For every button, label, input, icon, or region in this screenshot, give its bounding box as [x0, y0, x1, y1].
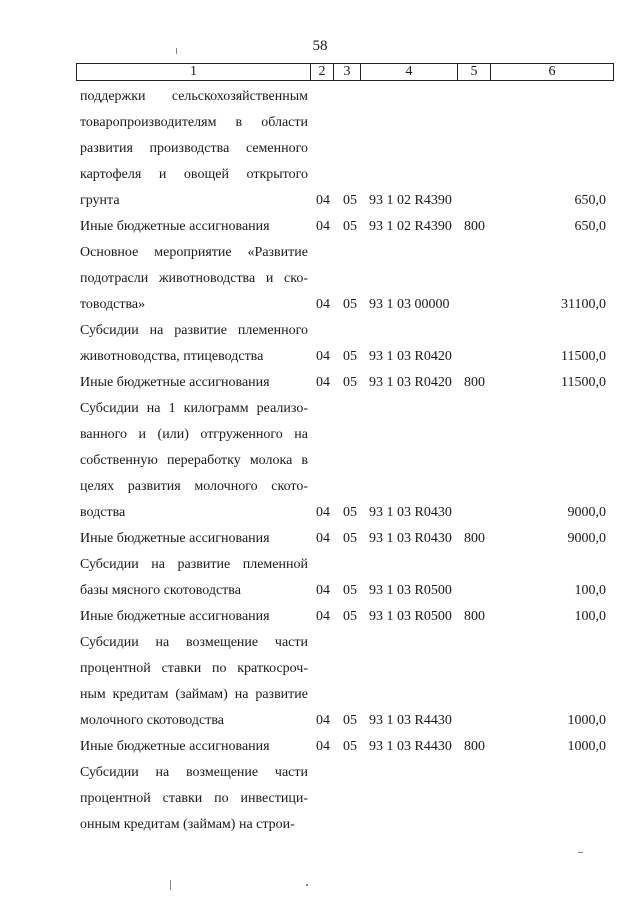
table-row	[0, 526, 640, 552]
target-article-code: 93 1 03 R0430	[369, 531, 452, 546]
expense-type-code: 800	[464, 739, 485, 754]
table-row	[0, 240, 640, 318]
subsection-code: 05	[343, 193, 357, 208]
subsection-code: 05	[343, 297, 357, 312]
section-code: 04	[316, 739, 330, 754]
description-line: процентной ставки по инвестици-	[80, 791, 308, 806]
description-line: ванного и (или) отгруженного на	[80, 427, 308, 442]
amount: 11500,0	[561, 375, 606, 390]
scan-speck	[578, 852, 583, 853]
target-article-code: 93 1 03 R0500	[369, 583, 452, 598]
description-line: Основное мероприятие «Развитие	[80, 245, 308, 260]
expense-type-code: 800	[464, 531, 485, 546]
target-article-code: 93 1 03 R4430	[369, 739, 452, 754]
target-article-code: 93 1 03 00000	[369, 297, 450, 312]
subsection-code: 05	[343, 531, 357, 546]
target-article-code: 93 1 03 R0420	[369, 375, 452, 390]
table-row	[0, 760, 640, 838]
section-code: 04	[316, 193, 330, 208]
scan-speck	[176, 48, 177, 54]
target-article-code: 93 1 03 R4430	[369, 713, 452, 728]
section-code: 04	[316, 505, 330, 520]
description-line: молочного скотоводства	[80, 713, 224, 728]
row-description	[80, 84, 308, 214]
description-line: поддержки сельскохозяйственным	[80, 89, 308, 104]
subsection-code: 05	[343, 375, 357, 390]
description-line: Иные бюджетные ассигнования	[80, 531, 270, 546]
amount: 9000,0	[567, 505, 606, 520]
amount: 650,0	[574, 219, 606, 234]
target-article-code: 93 1 03 R0500	[369, 609, 452, 624]
description-line: Субсидии на развитие племенной	[80, 557, 308, 572]
table-row	[0, 318, 640, 370]
section-code: 04	[316, 583, 330, 598]
description-line: онным кредитам (займам) на строи-	[80, 817, 295, 832]
row-description	[80, 214, 308, 240]
table-body	[0, 84, 640, 838]
page-number: 58	[312, 38, 328, 54]
table-row	[0, 734, 640, 760]
row-description	[80, 526, 308, 552]
description-line: Субсидии на возмещение части	[80, 635, 308, 650]
description-line: Иные бюджетные ассигнования	[80, 609, 270, 624]
description-line: картофеля и овощей открытого	[80, 167, 308, 182]
subsection-code: 05	[343, 349, 357, 364]
row-description	[80, 396, 308, 526]
amount: 100,0	[574, 609, 606, 624]
row-description	[80, 370, 308, 396]
description-line: собственную переработку молока в	[80, 453, 308, 468]
target-article-code: 93 1 03 R0430	[369, 505, 452, 520]
description-line: животноводства, птицеводства	[80, 349, 264, 364]
description-line: Иные бюджетные ассигнования	[80, 375, 270, 390]
description-line: подотрасли животноводства и ско-	[80, 271, 308, 286]
table-header	[76, 63, 614, 81]
description-line: грунта	[80, 193, 120, 208]
description-line: Субсидии на возмещение части	[80, 765, 308, 780]
table-row	[0, 604, 640, 630]
description-line: целях развития молочного ското-	[80, 479, 308, 494]
column-header-3: 3	[334, 64, 361, 81]
target-article-code: 93 1 03 R0420	[369, 349, 452, 364]
description-line: Иные бюджетные ассигнования	[80, 739, 270, 754]
description-line: базы мясного скотоводства	[80, 583, 241, 598]
table-row	[0, 214, 640, 240]
section-code: 04	[316, 713, 330, 728]
scan-speck	[306, 884, 308, 886]
description-line: водства	[80, 505, 126, 520]
column-header-2: 2	[311, 64, 334, 81]
section-code: 04	[316, 609, 330, 624]
target-article-code: 93 1 02 R4390	[369, 193, 452, 208]
amount: 650,0	[574, 193, 606, 208]
row-description	[80, 318, 308, 370]
amount: 31100,0	[561, 297, 606, 312]
table-row	[0, 396, 640, 526]
description-line: развития производства семенного	[80, 141, 308, 156]
row-description	[80, 552, 308, 604]
section-code: 04	[316, 531, 330, 546]
column-header-6: 6	[491, 64, 614, 81]
subsection-code: 05	[343, 219, 357, 234]
scan-speck	[170, 880, 171, 890]
section-code: 04	[316, 297, 330, 312]
table-row	[0, 630, 640, 734]
target-article-code: 93 1 02 R4390	[369, 219, 452, 234]
subsection-code: 05	[343, 713, 357, 728]
amount: 9000,0	[567, 531, 606, 546]
amount: 100,0	[574, 583, 606, 598]
subsection-code: 05	[343, 739, 357, 754]
section-code: 04	[316, 349, 330, 364]
subsection-code: 05	[343, 505, 357, 520]
expense-type-code: 800	[464, 609, 485, 624]
row-description	[80, 734, 308, 760]
row-description	[80, 630, 308, 734]
row-description	[80, 760, 308, 838]
amount: 1000,0	[567, 713, 606, 728]
description-line: товодства»	[80, 297, 146, 312]
amount: 1000,0	[567, 739, 606, 754]
table-row	[0, 370, 640, 396]
description-line: Субсидии на 1 килограмм реализо-	[80, 401, 308, 416]
column-header-1: 1	[77, 64, 311, 81]
column-header-4: 4	[361, 64, 458, 81]
row-description	[80, 240, 308, 318]
description-line: товаропроизводителям в области	[80, 115, 308, 130]
description-line: Иные бюджетные ассигнования	[80, 219, 270, 234]
table-row	[0, 84, 640, 214]
row-description	[80, 604, 308, 630]
subsection-code: 05	[343, 583, 357, 598]
section-code: 04	[316, 375, 330, 390]
expense-type-code: 800	[464, 375, 485, 390]
description-line: процентной ставки по краткосроч-	[80, 661, 308, 676]
expense-type-code: 800	[464, 219, 485, 234]
table-row	[0, 552, 640, 604]
column-header-5: 5	[458, 64, 491, 81]
description-line: ным кредитам (займам) на развитие	[80, 687, 308, 702]
amount: 11500,0	[561, 349, 606, 364]
section-code: 04	[316, 219, 330, 234]
description-line: Субсидии на развитие племенного	[80, 323, 308, 338]
subsection-code: 05	[343, 609, 357, 624]
